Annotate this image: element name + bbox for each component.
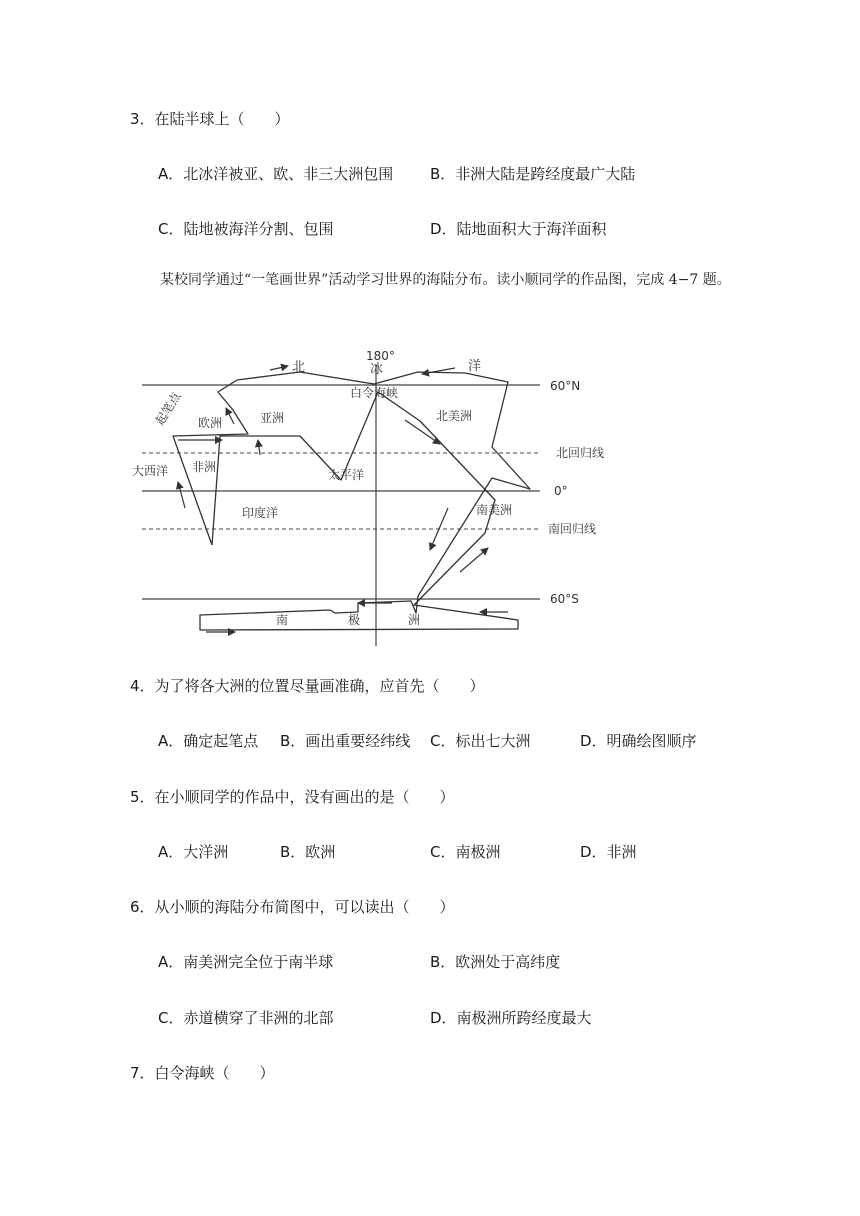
arrow-icon	[460, 548, 488, 572]
lat-60n-label: 60°N	[550, 379, 581, 393]
arrow-icon	[258, 440, 260, 455]
arrow-icon	[270, 366, 288, 370]
question-3-stem: 3．在陆半球上（ ）	[130, 110, 290, 128]
question-5-option-c[interactable]: C．南极洲	[430, 843, 501, 861]
one-stroke-outline	[173, 372, 530, 630]
equator-label: 0°	[554, 484, 568, 498]
question-5-option-b[interactable]: B．欧洲	[280, 843, 336, 861]
question-6-option-a[interactable]: A．南美洲完全位于南半球	[158, 953, 334, 971]
question-6-option-b[interactable]: B．欧洲处于高纬度	[430, 953, 561, 971]
north-america-label: 北美洲	[436, 409, 473, 423]
sea-land-sketch-map	[130, 340, 630, 650]
arrow-icon	[178, 482, 185, 508]
question-5-option-a[interactable]: A．大洋洲	[158, 843, 229, 861]
question-6-option-d[interactable]: D．南极洲所跨经度最大	[430, 1009, 592, 1027]
question-3-option-c[interactable]: C．陆地被海洋分割、包围	[158, 220, 334, 238]
question-3-option-b[interactable]: B．非洲大陆是跨经度最广大陆	[430, 165, 636, 183]
tropic-cancer-label: 北回归线	[556, 446, 605, 460]
africa-label: 非洲	[192, 460, 217, 474]
question-4-option-d[interactable]: D．明确绘图顺序	[580, 732, 697, 750]
start-point-label: 起笔点	[152, 389, 184, 428]
arctic-ocean-bing-label: 冰	[370, 362, 384, 377]
tropic-capricorn-label: 南回归线	[548, 522, 597, 536]
question-7-stem: 7．白令海峡（ ）	[130, 1064, 275, 1082]
arctic-ocean-yang-label: 洋	[468, 359, 482, 374]
arctic-ocean-bei-label: 北	[292, 360, 306, 375]
lon-180-label: 180°	[366, 349, 395, 363]
antarctica-label-3: 洲	[408, 613, 421, 627]
europe-label: 欧洲	[198, 416, 223, 430]
antarctica-label-1: 南	[276, 613, 289, 627]
question-6-option-c[interactable]: C．赤道横穿了非洲的北部	[158, 1009, 334, 1027]
question-4-option-c[interactable]: C．标出七大洲	[430, 732, 531, 750]
question-4-option-a[interactable]: A．确定起笔点	[158, 732, 259, 750]
question-3-option-a[interactable]: A．北冰洋被亚、欧、非三大洲包围	[158, 165, 394, 183]
asia-label: 亚洲	[260, 411, 285, 425]
atlantic-ocean-label: 大西洋	[132, 464, 169, 478]
pacific-ocean-label: 太平洋	[328, 468, 365, 482]
south-america-label: 南美洲	[476, 503, 513, 517]
question-4-option-b[interactable]: B．画出重要经纬线	[280, 732, 411, 750]
question-4-stem: 4．为了将各大洲的位置尽量画准确，应首先（ ）	[130, 677, 485, 695]
question-5-stem: 5．在小顺同学的作品中，没有画出的是（ ）	[130, 788, 455, 806]
question-3-option-d[interactable]: D．陆地面积大于海洋面积	[430, 220, 607, 238]
lat-60s-label: 60°S	[550, 592, 579, 606]
material-intro-text: 某校同学通过“一笔画世界”活动学习世界的海陆分布。读小顺同学的作品图，完成 4−7 题。	[160, 272, 731, 288]
material-intro	[132, 265, 732, 296]
question-6-stem: 6．从小顺的海陆分布简图中，可以读出（ ）	[130, 898, 455, 916]
antarctica-label-2: 极	[348, 613, 361, 627]
bering-strait-label: 白令海峡	[350, 386, 399, 400]
indian-ocean-label: 印度洋	[242, 506, 279, 520]
question-5-option-d[interactable]: D．非洲	[580, 843, 637, 861]
